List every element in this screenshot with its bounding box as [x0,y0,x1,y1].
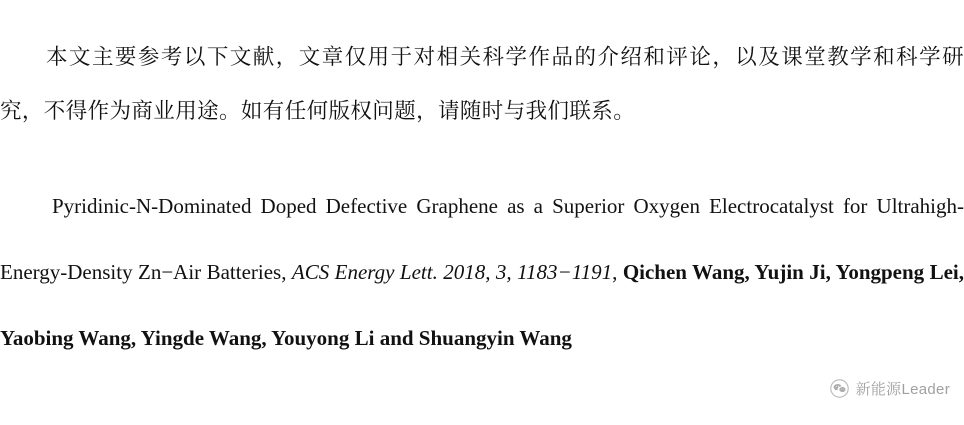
reference-title: Pyridinic-N-Dominated Doped Defective Graphene as a Superior Oxygen Electrocatalyst for Ultrahigh-Energy-Density Zn−Air Batteries, [0,194,964,284]
intro-paragraph: 本文主要参考以下文献，文章仅用于对相关科学作品的介绍和评论，以及课堂教学和科学研究，不得作为商业用途。如有任何版权问题，请随时与我们联系。 [0,44,964,123]
watermark-account-badge [830,378,950,399]
reference-journal: ACS Energy Lett. 2018, 3, 1183−1191 [291,260,613,284]
reference-separator: , [612,260,623,284]
reference-citation [0,173,964,371]
reference-authors: Qichen Wang, Yujin Ji, Yongpeng Lei, Yaobing Wang, Yingde Wang, Youyong Li and Shuangyin Wang [0,260,964,350]
watermark-account-name: 新能源Leader [855,381,950,398]
wechat-icon [830,379,849,398]
